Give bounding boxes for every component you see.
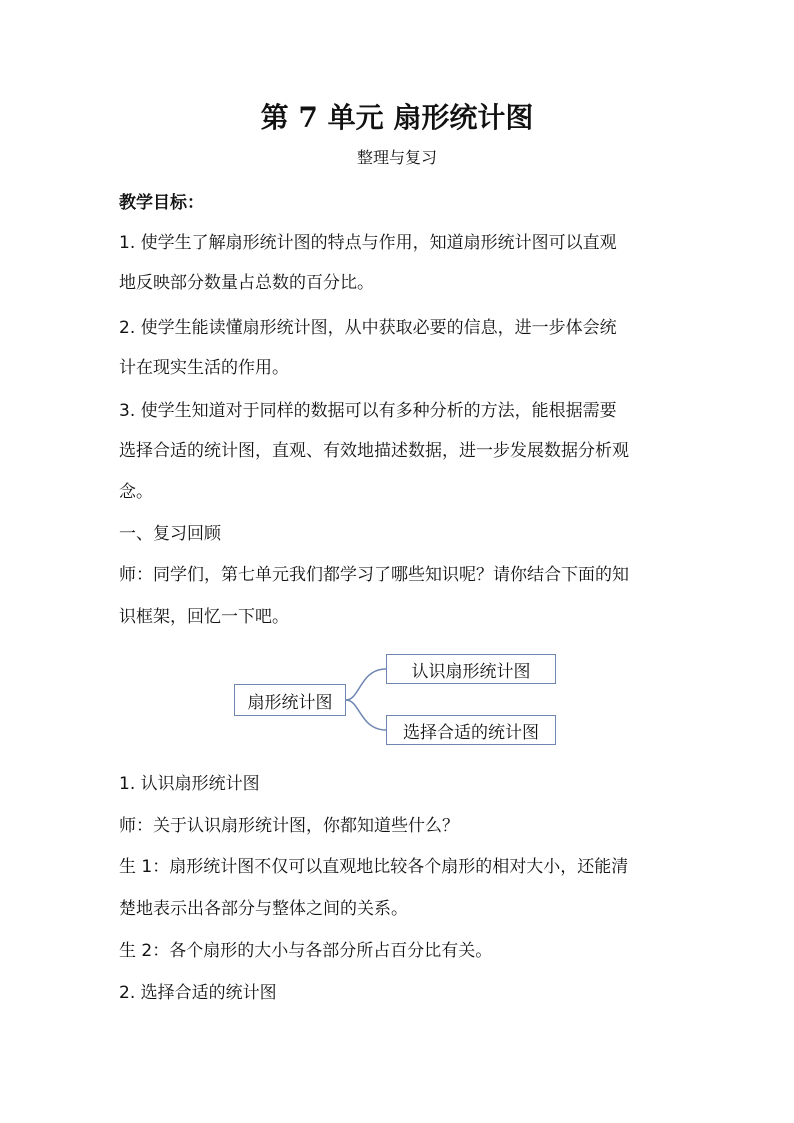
connector-bottom (346, 700, 386, 730)
objective-3-line-1: 3. 使学生知道对于同样的数据可以有多种分析的方法，能根据需要 (119, 401, 617, 421)
student-1-line-1: 生 1：扇形统计图不仅可以直观地比较各个扇形的相对大小，还能清 (119, 857, 629, 877)
student-1-line-2: 楚地表示出各部分与整体之间的关系。 (119, 899, 408, 919)
diagram-branch-recognize: 认识扇形统计图 (386, 654, 556, 684)
teacher-line-1: 师：同学们，第七单元我们都学习了哪些知识呢？请你结合下面的知 (119, 565, 629, 585)
objective-1-line-2: 地反映部分数量占总数的百分比。 (119, 273, 374, 293)
diagram-root-box: 扇形统计图 (234, 684, 346, 716)
page-title: 第 7 单元 扇形统计图 (260, 101, 534, 134)
section-review-heading: 一、复习回顾 (119, 524, 221, 544)
knowledge-framework-diagram (0, 640, 794, 760)
student-2-line: 生 2：各个扇形的大小与各部分所占百分比有关。 (119, 941, 493, 961)
connector-top (346, 669, 386, 700)
subsection-1-heading: 1. 认识扇形统计图 (119, 774, 260, 794)
page-subtitle: 整理与复习 (356, 148, 437, 167)
objective-3-line-3: 念。 (119, 482, 153, 502)
objective-2-line-1: 2. 使学生能读懂扇形统计图，从中获取必要的信息，进一步体会统 (119, 318, 617, 338)
objective-2-line-2: 计在现实生活的作用。 (119, 358, 289, 378)
diagram-branch-choose: 选择合适的统计图 (386, 715, 556, 745)
teacher-question: 师：关于认识扇形统计图，你都知道些什么？ (119, 816, 459, 836)
subsection-2-heading: 2. 选择合适的统计图 (119, 983, 277, 1003)
teacher-line-2: 识框架，回忆一下吧。 (119, 607, 289, 627)
objectives-heading: 教学目标： (119, 193, 204, 213)
objective-1-line-1: 1. 使学生了解扇形统计图的特点与作用，知道扇形统计图可以直观 (119, 233, 617, 253)
objective-3-line-2: 选择合适的统计图，直观、有效地描述数据，进一步发展数据分析观 (119, 441, 629, 461)
